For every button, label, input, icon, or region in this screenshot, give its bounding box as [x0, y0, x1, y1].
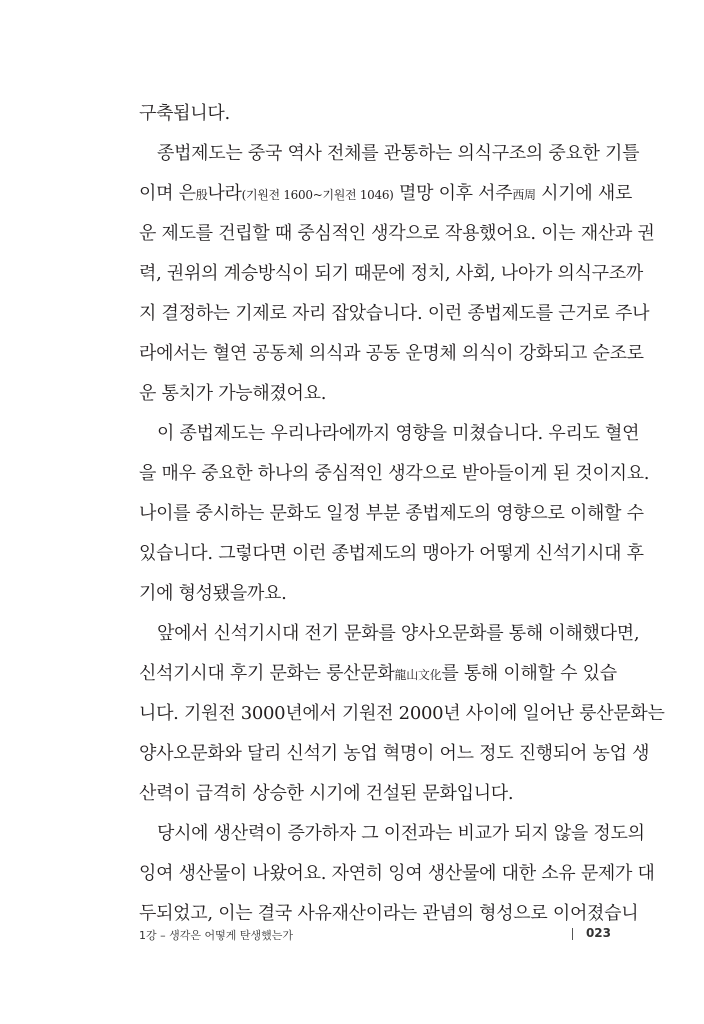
text-line	[139, 254, 643, 294]
text-line	[139, 94, 611, 134]
text-segment: 산력이 급격히 상승한 시기에 건설된 문화입니다.	[139, 783, 514, 804]
text-line	[139, 174, 633, 214]
text-segment: 나라	[207, 183, 242, 204]
text-segment: 양사오문화와 달리 신석기 농업 혁명이 어느 정도 진행되어 농업 생	[139, 743, 650, 764]
text-segment: 시기에 새로	[535, 183, 633, 204]
hanja-annotation: (기원전 1600~기원전 1046)	[241, 188, 394, 202]
text-line	[139, 494, 644, 534]
text-segment: 을 매우 중요한 하나의 중심적인 생각으로 받아들이게 된 것이지요.	[139, 463, 650, 484]
text-line	[139, 214, 655, 254]
text-segment: 앞에서 신석기시대 전기 문화를 양사오문화를 통해 이해했다면,	[157, 623, 640, 644]
text-segment: 지 결정하는 기제로 자리 잡았습니다. 이런 종법제도를 근거로 주나	[139, 303, 650, 324]
text-segment: 잉여 생산물이 나왔어요. 자연히 잉여 생산물에 대한 소유 문제가 대	[139, 863, 655, 884]
text-segment: 나이를 중시하는 문화도 일정 부분 종법제도의 영향으로 이해할 수	[139, 503, 644, 524]
text-line	[139, 694, 665, 734]
text-line	[139, 374, 611, 414]
body-text	[139, 94, 665, 934]
hanja-annotation: 西周	[512, 188, 536, 202]
text-segment: 신석기시대 후기 문화는 룽산문화	[139, 663, 395, 684]
text-segment: 를 통해 이해할 수 있습	[441, 663, 617, 684]
text-line	[139, 294, 650, 334]
text-segment: 운 통치가 가능해졌어요.	[139, 383, 327, 404]
running-footer-chapter-title: 1강 – 생각은 어떻게 탄생했는가	[139, 929, 293, 942]
text-segment: 두되었고, 이는 결국 사유재산이라는 관념의 형성으로 이어졌습니	[139, 903, 639, 924]
text-segment: 이 종법제도는 우리나라에까지 영향을 미쳤습니다. 우리도 혈연	[157, 423, 640, 444]
hanja-annotation: 殷	[195, 188, 208, 202]
text-segment: 있습니다. 그렇다면 이런 종법제도의 맹아가 어떻게 신석기시대 후	[139, 543, 644, 564]
text-line	[139, 334, 644, 374]
text-segment: 종법제도는 중국 역사 전체를 관통하는 의식구조의 중요한 기틀	[157, 143, 640, 164]
text-line	[139, 134, 640, 174]
text-segment: 멸망 이후 서주	[393, 183, 513, 204]
hanja-annotation: 龍山文化	[394, 668, 442, 682]
text-segment: 력, 권위의 계승방식이 되기 때문에 정치, 사회, 나아가 의식구조까	[139, 263, 643, 284]
text-line	[139, 774, 611, 814]
text-segment: 기에 형성됐을까요.	[139, 583, 287, 604]
text-segment: 운 제도를 건립할 때 중심적인 생각으로 작용했어요. 이는 재산과 권	[139, 223, 655, 244]
text-segment: 당시에 생산력이 증가하자 그 이전과는 비교가 되지 않을 정도의	[157, 823, 645, 844]
text-line	[139, 854, 655, 894]
text-segment: 구축됩니다.	[139, 103, 230, 124]
text-line	[139, 454, 650, 494]
text-segment: 라에서는 혈연 공동체 의식과 공동 운명체 의식이 강화되고 순조로	[139, 343, 644, 364]
text-segment: 이며 은	[139, 183, 196, 204]
text-line	[139, 414, 640, 454]
page-footer	[139, 925, 611, 945]
text-line	[139, 814, 645, 854]
page-number: 023	[585, 926, 611, 940]
text-line	[139, 654, 617, 694]
text-line	[139, 574, 611, 614]
text-line	[139, 614, 640, 654]
text-line	[139, 734, 650, 774]
footer-divider	[572, 928, 573, 940]
text-segment: 니다. 기원전 3000년에서 기원전 2000년 사이에 일어난 룽산문화는	[139, 703, 665, 724]
text-line	[139, 534, 644, 574]
